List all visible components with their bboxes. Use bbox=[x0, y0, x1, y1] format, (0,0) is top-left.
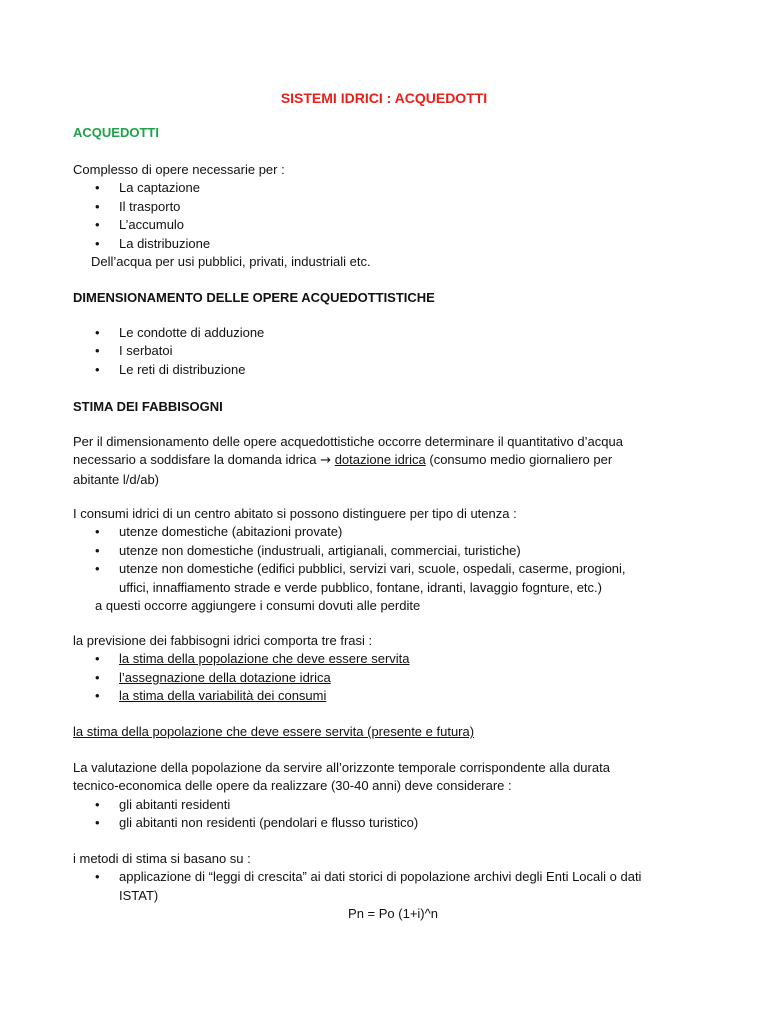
section-stima-body bbox=[73, 433, 713, 489]
bullet-icon: • bbox=[95, 361, 100, 377]
list-item: • La distribuzione bbox=[73, 235, 713, 253]
bullet-icon: • bbox=[95, 343, 100, 359]
paragraph-line: La valutazione della popolazione da servire all’orizzonte temporale corrispondente alla durata bbox=[73, 760, 610, 775]
list-item: • l’assegnazione della dotazione idrica bbox=[73, 669, 713, 687]
document-title: SISTEMI IDRICI : ACQUEDOTTI bbox=[280, 90, 488, 106]
list-item-continuation: uffici, innaffiamento strade e verde pubblico, fontane, idranti, lavaggio fognture, etc.) bbox=[119, 579, 602, 595]
dotazione-idrica-term: dotazione idrica bbox=[334, 452, 426, 468]
section-acquedotti bbox=[73, 124, 713, 142]
list-item: • L’accumulo bbox=[73, 216, 713, 234]
paragraph-line: Per il dimensionamento delle opere acquedottistiche occorre determinare il quantitativo d’acqua bbox=[73, 434, 623, 449]
paragraph: a questi occorre aggiungere i consumi dovuti alle perdite bbox=[95, 598, 421, 614]
bullet-icon: • bbox=[95, 542, 100, 558]
bullet-icon: • bbox=[95, 561, 100, 577]
arrow-right-icon: → bbox=[320, 453, 332, 469]
list-item: • utenze non domestiche (edifici pubblici, servizi vari, scuole, ospedali, caserme, progioni, bbox=[73, 560, 713, 578]
paragraph-line: abitante l/d/ab) bbox=[73, 471, 160, 487]
bullet-list bbox=[73, 868, 713, 905]
list-item: • applicazione di “leggi di crescita” ai dati storici di popolazione archivi degli Enti Locali o dati bbox=[73, 868, 713, 886]
paragraph: Dell’acqua per usi pubblici, privati, industriali etc. bbox=[91, 254, 371, 270]
list-item-continuation: ISTAT) bbox=[119, 887, 159, 903]
list-item: • Le reti di distribuzione bbox=[73, 361, 713, 379]
section-stima-popolazione bbox=[73, 723, 713, 741]
list-item: • I serbatoi bbox=[73, 342, 713, 360]
list-item: • Il trasporto bbox=[73, 198, 713, 216]
bullet-icon: • bbox=[95, 688, 100, 704]
paragraph: i metodi di stima si basano su : bbox=[73, 851, 251, 866]
paragraph-line: tecnico-economica delle opere da realizzare (30-40 anni) deve considerare : bbox=[73, 778, 512, 794]
paragraph-line: necessario a soddisfare la domanda idrica → dotazione idrica (consumo medio giornaliero per bbox=[73, 452, 613, 469]
section-heading: la stima della popolazione che deve essere servita (presente e futura) bbox=[73, 724, 475, 739]
section-dimensionamento bbox=[73, 289, 713, 307]
section-heading: ACQUEDOTTI bbox=[73, 125, 159, 140]
paragraph: I consumi idrici di un centro abitato si possono distinguere per tipo di utenza : bbox=[73, 506, 517, 521]
section-acquedotti-body bbox=[73, 161, 713, 271]
list-item: • gli abitanti non residenti (pendolari e flusso turistico) bbox=[73, 814, 713, 832]
list-item: • Le condotte di adduzione bbox=[73, 324, 713, 342]
bullet-icon: • bbox=[95, 869, 100, 885]
bullet-icon: • bbox=[95, 796, 100, 812]
formula: Pn = Po (1+i)^n bbox=[348, 906, 438, 922]
list-item: • utenze domestiche (abitazioni provate) bbox=[73, 523, 713, 541]
paragraph: Complesso di opere necessarie per : bbox=[73, 162, 285, 177]
section-stima-fabbisogni bbox=[73, 398, 713, 416]
section-heading: STIMA DEI FABBISOGNI bbox=[73, 399, 223, 414]
bullet-icon: • bbox=[95, 198, 100, 214]
bullet-icon: • bbox=[95, 651, 100, 667]
bullet-list bbox=[73, 179, 713, 253]
section-metodi bbox=[73, 850, 713, 924]
paragraph: la previsione dei fabbisogni idrici comporta tre frasi : bbox=[73, 633, 373, 648]
bullet-icon: • bbox=[95, 235, 100, 251]
bullet-list bbox=[73, 650, 713, 705]
section-previsione bbox=[73, 632, 713, 706]
list-item: • gli abitanti residenti bbox=[73, 796, 713, 814]
bullet-list bbox=[73, 324, 713, 379]
list-item: • la stima della popolazione che deve essere servita bbox=[73, 650, 713, 668]
bullet-list bbox=[73, 796, 713, 833]
bullet-icon: • bbox=[95, 217, 100, 233]
section-consumi bbox=[73, 505, 713, 615]
bullet-icon: • bbox=[95, 524, 100, 540]
bullet-list bbox=[73, 523, 713, 597]
list-item: • utenze non domestiche (industruali, artigianali, commerciai, turistiche) bbox=[73, 542, 713, 560]
section-valutazione bbox=[73, 759, 713, 833]
bullet-icon: • bbox=[95, 325, 100, 340]
bullet-icon: • bbox=[95, 815, 100, 831]
list-item: • La captazione bbox=[73, 179, 713, 197]
list-item: • la stima della variabilità dei consumi bbox=[73, 687, 713, 705]
bullet-icon: • bbox=[95, 669, 100, 685]
bullet-icon: • bbox=[95, 180, 100, 196]
section-heading: DIMENSIONAMENTO DELLE OPERE ACQUEDOTTISTICHE bbox=[73, 290, 435, 305]
section-dimensionamento-list bbox=[73, 324, 713, 379]
